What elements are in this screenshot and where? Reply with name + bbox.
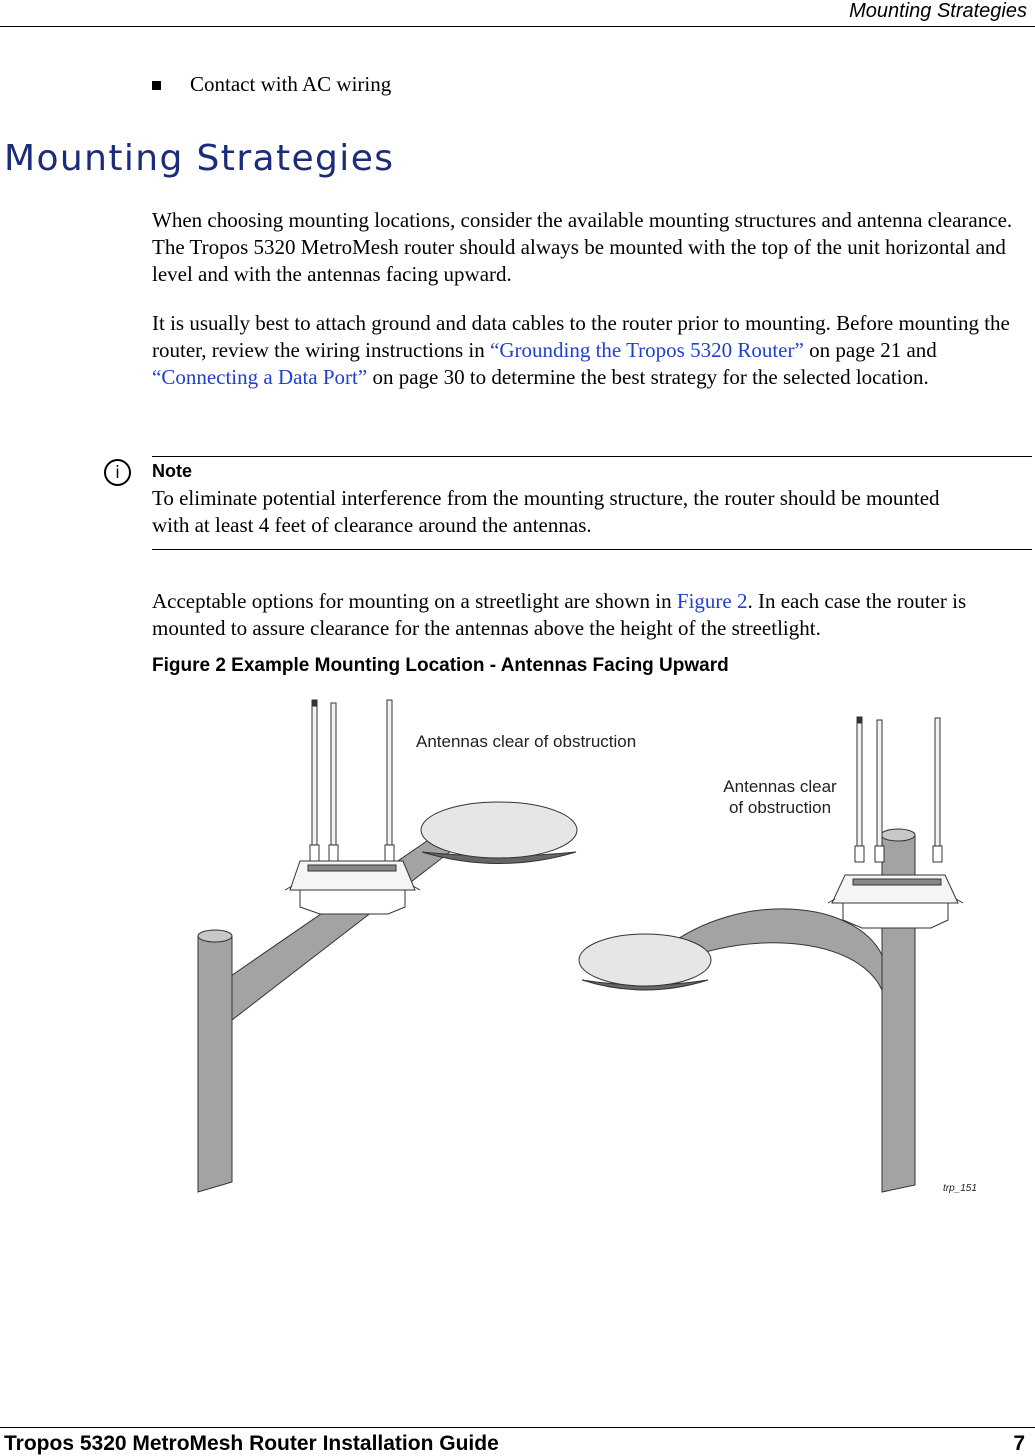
link-connecting-data-port[interactable]: “Connecting a Data Port” bbox=[152, 365, 368, 389]
note-rule-bottom bbox=[152, 549, 1032, 550]
note-rule-top bbox=[152, 456, 1032, 457]
right-lamp bbox=[579, 934, 711, 986]
right-antenna-1 bbox=[857, 720, 862, 862]
paragraph-wiring-text-1: It is usually best to attach ground and data cables to the router prior to mounting. Before mounting the router, review the wiring instructions in bbox=[152, 311, 1010, 362]
right-antenna-base-3 bbox=[933, 846, 942, 862]
footer-page-number: 7 bbox=[1013, 1432, 1025, 1455]
right-router-base bbox=[843, 903, 948, 928]
left-antenna-3 bbox=[387, 700, 392, 861]
paragraph-wiring-text-3: on page 30 to determine the best strategy for the selected location. bbox=[367, 365, 929, 389]
right-antenna-1-tip bbox=[857, 717, 862, 723]
link-figure-2[interactable]: Figure 2 bbox=[676, 589, 748, 613]
note-title: Note bbox=[152, 461, 192, 481]
paragraph-wiring-text-2: on page 21 and bbox=[803, 338, 937, 362]
left-router bbox=[285, 700, 420, 914]
info-icon bbox=[104, 459, 131, 486]
right-pole-cap bbox=[881, 829, 915, 841]
right-antenna-3 bbox=[935, 718, 940, 862]
paragraph-streetlight-options bbox=[152, 588, 1032, 642]
section-title: Mounting Strategies bbox=[4, 138, 395, 179]
bullet-text: Contact with AC wiring bbox=[190, 72, 392, 96]
right-antenna-base-1 bbox=[855, 846, 864, 862]
left-antenna-2 bbox=[331, 703, 336, 861]
paragraph-wiring bbox=[152, 310, 1032, 391]
left-antenna-base-3 bbox=[385, 845, 394, 861]
figure-image-id: trp_151 bbox=[943, 1183, 977, 1194]
left-streetlight-pole bbox=[198, 936, 232, 1192]
figure-illustration bbox=[180, 690, 980, 1200]
note-body: To eliminate potential interference from the mounting structure, the router should be mounted with at least 4 feet of clearance around the antennas. bbox=[152, 486, 940, 537]
right-router-vents bbox=[853, 879, 941, 885]
square-bullet-icon bbox=[152, 81, 161, 90]
paragraph-options-text-1: Acceptable options for mounting on a streetlight are shown in bbox=[152, 589, 677, 613]
left-antenna-base-1 bbox=[310, 845, 319, 861]
label-right-line-1: Antennas clear bbox=[723, 777, 837, 796]
left-lamp bbox=[421, 802, 577, 858]
label-right-line-2: of obstruction bbox=[728, 798, 832, 817]
running-header-title: Mounting Strategies bbox=[849, 0, 1027, 22]
figure-streetlight-mounting bbox=[180, 690, 980, 1200]
footer-rule bbox=[0, 1427, 1035, 1428]
paragraph-options-text-2: . In each case the router is mounted to assure clearance for the antennas above the height of the streetlight. bbox=[152, 589, 967, 640]
left-pole-cap bbox=[198, 930, 232, 942]
right-antenna-base-2 bbox=[875, 846, 884, 862]
footer-guide-title: Tropos 5320 MetroMesh Router Installation Guide bbox=[4, 1432, 499, 1455]
right-antenna-2 bbox=[877, 720, 882, 862]
left-router-base bbox=[300, 890, 405, 914]
link-grounding[interactable]: “Grounding the Tropos 5320 Router” bbox=[490, 338, 804, 362]
figure-caption: Figure 2 Example Mounting Location - Antennas Facing Upward bbox=[152, 655, 729, 676]
left-antenna-1-tip bbox=[312, 700, 317, 706]
left-antenna-base-2 bbox=[329, 845, 338, 861]
left-antenna-1 bbox=[312, 703, 317, 861]
left-streetlight-arm bbox=[225, 832, 455, 1020]
label-antennas-clear-right bbox=[720, 776, 840, 818]
header-rule bbox=[0, 26, 1035, 27]
paragraph-mounting-overview: When choosing mounting locations, consider the available mounting structures and antenna clearance. The Tropos 5320 MetroMesh router should always be mounted with the top of the unit horizontal and level and with the antennas facing upward. bbox=[152, 208, 1013, 286]
left-router-vents bbox=[308, 865, 396, 871]
label-antennas-clear-left: Antennas clear of obstruction bbox=[416, 732, 637, 751]
right-router bbox=[828, 717, 963, 928]
info-icon-glyph: i bbox=[115, 463, 120, 483]
